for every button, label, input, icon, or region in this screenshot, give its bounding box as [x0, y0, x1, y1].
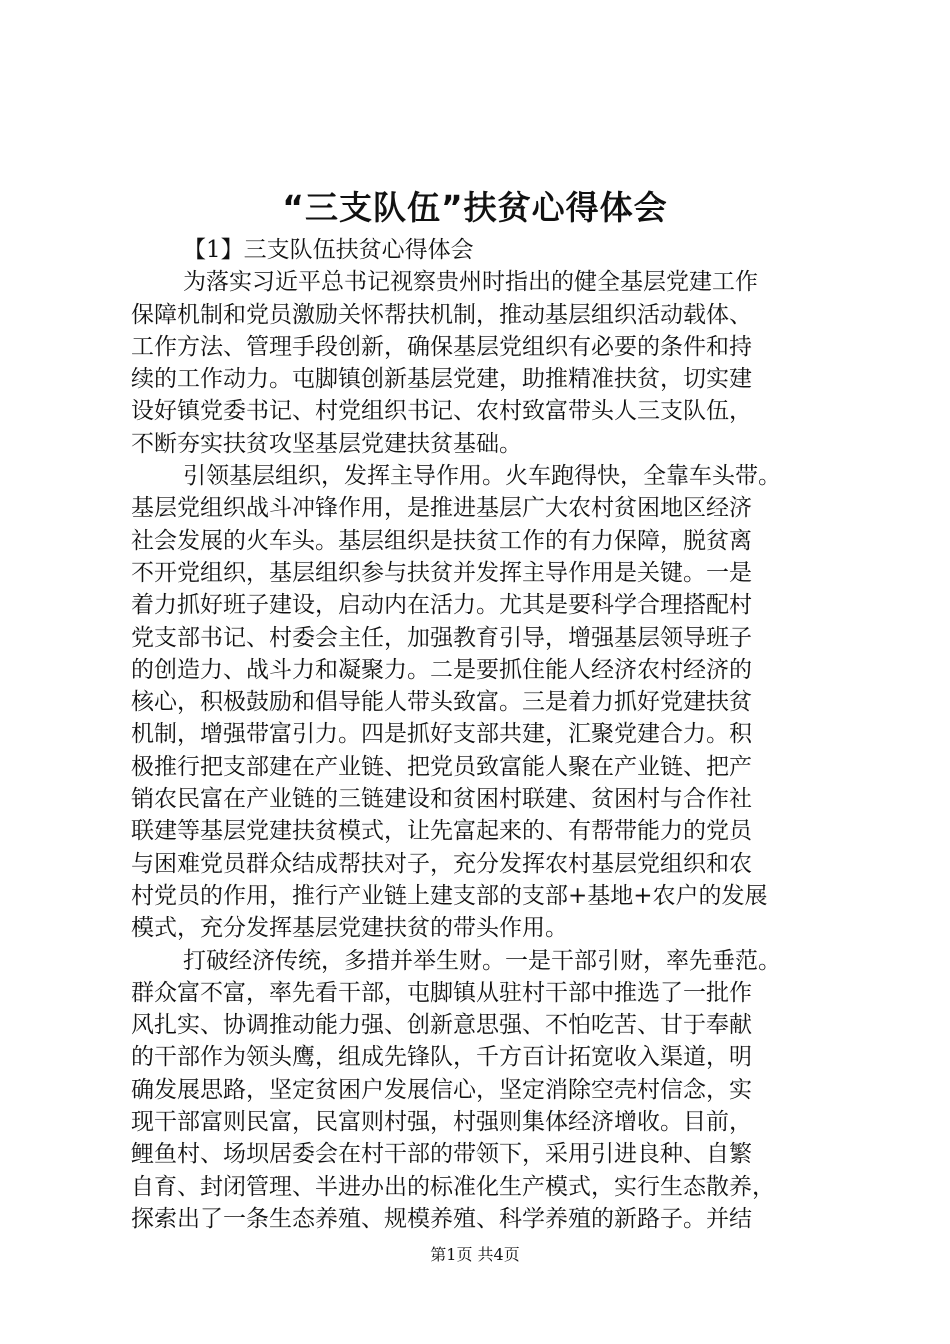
paragraph-line: 联建等基层党建扶贫模式，让先富起来的、有帮带能力的党员	[131, 818, 752, 845]
paragraph-line: 续的工作动力。屯脚镇创新基层党建，助推精准扶贫，切实建	[131, 366, 752, 393]
paragraph-line: 与困难党员群众结成帮扶对子，充分发挥农村基层党组织和农	[131, 850, 752, 877]
paragraph-line: 群众富不富，率先看干部，屯脚镇从驻村干部中推选了一批作	[131, 979, 752, 1006]
paragraph-line: 自育、封闭管理、半进办出的标准化生产模式，实行生态散养，	[131, 1173, 775, 1200]
paragraph-line: 工作方法、管理手段创新，确保基层党组织有必要的条件和持	[131, 333, 752, 360]
paragraph-line: 风扎实、协调推动能力强、创新意思强、不怕吃苦、甘于奉献	[131, 1012, 752, 1039]
paragraph-line: 模式，充分发挥基层党建扶贫的带头作用。	[131, 915, 568, 942]
paragraph-line: 销农民富在产业链的三链建设和贫困村联建、贫困村与合作社	[131, 786, 752, 813]
paragraph-line: 核心，积极鼓励和倡导能人带头致富。三是着力抓好党建扶贫	[131, 689, 752, 716]
paragraph-line: 确发展思路，坚定贫困户发展信心，坚定消除空壳村信念，实	[131, 1076, 752, 1103]
document-title: “三支队伍”扶贫心得体会	[282, 188, 668, 227]
paragraph-line: 不开党组织，基层组织参与扶贫并发挥主导作用是关键。一是	[131, 559, 752, 586]
paragraph-line: 为落实习近平总书记视察贵州时指出的健全基层党建工作	[183, 269, 758, 296]
paragraph-line: 探索出了一条生态养殖、规模养殖、科学养殖的新路子。并结	[131, 1205, 752, 1232]
paragraph-line: 极推行把支部建在产业链、把党员致富能人聚在产业链、把产	[131, 753, 752, 780]
paragraph-line: 党支部书记、村委会主任，加强教育引导，增强基层领导班子	[131, 624, 752, 651]
paragraph-line: 村党员的作用，推行产业链上建支部的支部+基地+农户的发展	[131, 882, 768, 909]
paragraph-line: 引领基层组织，发挥主导作用。火车跑得快，全靠车头带。	[183, 463, 781, 490]
paragraph-line: 着力抓好班子建设，启动内在活力。尤其是要科学合理搭配村	[131, 592, 752, 619]
paragraph-line: 保障机制和党员激励关怀帮扶机制，推动基层组织活动载体、	[131, 301, 752, 328]
section-heading: 【1】三支队伍扶贫心得体会	[183, 237, 474, 263]
paragraph-line: 设好镇党委书记、村党组织书记、农村致富带头人三支队伍，	[131, 398, 752, 425]
paragraph-line: 社会发展的火车头。基层组织是扶贫工作的有力保障，脱贫离	[131, 527, 752, 554]
paragraph-line: 的创造力、战斗力和凝聚力。二是要抓住能人经济农村经济的	[131, 656, 752, 683]
paragraph-line: 基层党组织战斗冲锋作用，是推进基层广大农村贫困地区经济	[131, 495, 752, 522]
paragraph-line: 鲤鱼村、场坝居委会在村干部的带领下，采用引进良种、自繁	[131, 1141, 752, 1168]
paragraph-line: 现干部富则民富，民富则村强，村强则集体经济增收。目前，	[131, 1109, 752, 1136]
paragraph-line: 机制，增强带富引力。四是抓好支部共建，汇聚党建合力。积	[131, 721, 752, 748]
document-body	[131, 234, 827, 1235]
paragraph-line: 打破经济传统，多措并举生财。一是干部引财，率先垂范。	[183, 947, 781, 974]
page-footer: 第1页 共4页	[430, 1245, 520, 1264]
paragraph-line: 不断夯实扶贫攻坚基层党建扶贫基础。	[131, 430, 522, 457]
paragraph-line: 的干部作为领头鹰，组成先锋队，千方百计拓宽收入渠道，明	[131, 1044, 752, 1071]
